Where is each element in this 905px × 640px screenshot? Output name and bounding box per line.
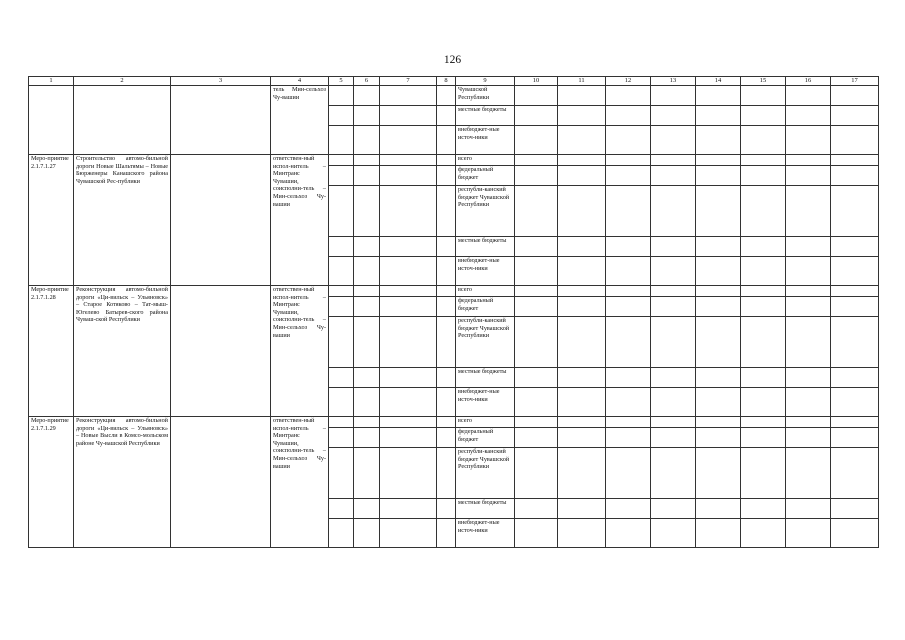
cont-2-col-7	[380, 126, 437, 155]
ev1-3-col-10	[515, 368, 558, 388]
ev0-1-col-10	[515, 166, 558, 186]
ev1-2-col-15	[741, 317, 786, 368]
ev0-0-col-15	[741, 155, 786, 166]
ev0-0-col-14	[696, 155, 741, 166]
ev2-2-col-15	[741, 448, 786, 499]
ev2-0-col-7	[380, 417, 437, 428]
funding-source-cell: внебюджет-ные источ-ники	[456, 257, 515, 286]
ev2-4-col-6	[354, 519, 380, 548]
ev2-3-col-17	[831, 499, 879, 519]
funding-source-cell: республи-канский бюджет Чувашской Республики	[456, 186, 515, 237]
ev1-4-col-5	[329, 388, 354, 417]
ev0-3-col-7	[380, 237, 437, 257]
event-name-cell	[74, 86, 171, 155]
column-number-9: 9	[456, 77, 515, 86]
cont-2-col-17	[831, 126, 879, 155]
ev1-2-col-5	[329, 317, 354, 368]
ev0-1-col-7	[380, 166, 437, 186]
ev0-4-col-12	[606, 257, 651, 286]
ev2-2-col-12	[606, 448, 651, 499]
ev2-0-col-11	[558, 417, 606, 428]
funding-source-cell: внебюджет-ные источ-ники	[456, 126, 515, 155]
ev0-3-col-6	[354, 237, 380, 257]
ev0-3-col-16	[786, 237, 831, 257]
cont-1-col-11	[558, 106, 606, 126]
funding-source-cell: внебюджет-ные источ-ники	[456, 519, 515, 548]
ev1-3-col-16	[786, 368, 831, 388]
ev1-1-col-16	[786, 297, 831, 317]
ev2-0-col-12	[606, 417, 651, 428]
cont-1-col-12	[606, 106, 651, 126]
cont-1-col-17	[831, 106, 879, 126]
ev2-0-col-5	[329, 417, 354, 428]
column-number-13: 13	[651, 77, 696, 86]
funding-source-cell: федеральный бюджет	[456, 428, 515, 448]
ev2-1-col-16	[786, 428, 831, 448]
cont-2-col-10	[515, 126, 558, 155]
ev2-3-col-8	[437, 499, 456, 519]
ev1-0-col-11	[558, 286, 606, 297]
ev0-2-col-13	[651, 186, 696, 237]
cont-2-col-14	[696, 126, 741, 155]
cont-0-col-14	[696, 86, 741, 106]
ev1-3-col-8	[437, 368, 456, 388]
ev2-1-col-15	[741, 428, 786, 448]
ev2-4-col-10	[515, 519, 558, 548]
ev0-2-col-12	[606, 186, 651, 237]
event-name-cell: Реконструкция автомо-бильной дороги «Ци-вильск – Ульяновск» – Старое Котяково – Тат-мыш-Югелево Батырев-ского района Чуваш-ской Республики	[74, 286, 171, 417]
event-executor-cell: ответствен-ный испол-нитель – Минтранс Чувашии, соисполни-тель – Мин-сельхоз Чу-вашии	[271, 155, 329, 286]
column-number-10: 10	[515, 77, 558, 86]
ev0-1-col-11	[558, 166, 606, 186]
ev2-2-col-5	[329, 448, 354, 499]
ev2-0-col-6	[354, 417, 380, 428]
table-body	[29, 77, 879, 548]
ev1-2-col-6	[354, 317, 380, 368]
ev0-0-col-13	[651, 155, 696, 166]
cont-1-col-6	[354, 106, 380, 126]
ev1-3-col-13	[651, 368, 696, 388]
ev2-1-col-7	[380, 428, 437, 448]
ev2-4-col-8	[437, 519, 456, 548]
ev0-0-col-16	[786, 155, 831, 166]
ev1-1-col-12	[606, 297, 651, 317]
ev2-3-col-6	[354, 499, 380, 519]
ev1-2-col-14	[696, 317, 741, 368]
ev2-2-col-16	[786, 448, 831, 499]
funding-source-cell: местные бюджеты	[456, 499, 515, 519]
event-col-3	[171, 417, 271, 548]
event-executor-cell: ответствен-ный испол-нитель – Минтранс Чувашии, соисполни-тель – Мин-сельхоз Чу-вашии	[271, 286, 329, 417]
ev0-4-col-8	[437, 257, 456, 286]
table-row	[29, 417, 879, 428]
ev0-2-col-8	[437, 186, 456, 237]
event-col-3	[171, 86, 271, 155]
ev2-3-col-13	[651, 499, 696, 519]
ev1-1-col-6	[354, 297, 380, 317]
ev1-0-col-12	[606, 286, 651, 297]
column-number-14: 14	[696, 77, 741, 86]
column-number-2: 2	[74, 77, 171, 86]
ev2-1-col-14	[696, 428, 741, 448]
funding-source-cell: республи-канский бюджет Чувашской Республики	[456, 448, 515, 499]
ev2-0-col-10	[515, 417, 558, 428]
ev0-2-col-10	[515, 186, 558, 237]
ev0-0-col-7	[380, 155, 437, 166]
ev0-3-col-10	[515, 237, 558, 257]
ev1-2-col-11	[558, 317, 606, 368]
ev0-3-col-14	[696, 237, 741, 257]
funding-source-cell: республи-канский бюджет Чувашской Республики	[456, 317, 515, 368]
cont-2-col-12	[606, 126, 651, 155]
ev2-2-col-11	[558, 448, 606, 499]
ev1-1-col-13	[651, 297, 696, 317]
ev0-1-col-5	[329, 166, 354, 186]
ev0-3-col-8	[437, 237, 456, 257]
column-number-11: 11	[558, 77, 606, 86]
cont-1-col-5	[329, 106, 354, 126]
ev1-3-col-5	[329, 368, 354, 388]
ev0-0-col-17	[831, 155, 879, 166]
ev2-0-col-13	[651, 417, 696, 428]
ev2-4-col-15	[741, 519, 786, 548]
ev1-0-col-13	[651, 286, 696, 297]
ev2-1-col-8	[437, 428, 456, 448]
ev2-4-col-12	[606, 519, 651, 548]
ev2-3-col-12	[606, 499, 651, 519]
ev0-4-col-16	[786, 257, 831, 286]
ev0-1-col-17	[831, 166, 879, 186]
event-id-cell	[29, 86, 74, 155]
ev2-3-col-15	[741, 499, 786, 519]
event-name-cell: Реконструкция автомо-бильной дороги «Ци-вильск – Ульяновск» – Новые Высли в Комсо-мольском районе Чу-вашской Республики	[74, 417, 171, 548]
ev1-4-col-15	[741, 388, 786, 417]
funding-source-cell: всего	[456, 417, 515, 428]
ev2-2-col-10	[515, 448, 558, 499]
funding-source-cell: всего	[456, 155, 515, 166]
cont-2-col-6	[354, 126, 380, 155]
ev0-3-col-12	[606, 237, 651, 257]
ev1-1-col-15	[741, 297, 786, 317]
ev2-3-col-5	[329, 499, 354, 519]
ev0-1-col-16	[786, 166, 831, 186]
ev2-3-col-7	[380, 499, 437, 519]
cont-0-col-11	[558, 86, 606, 106]
ev2-4-col-5	[329, 519, 354, 548]
ev0-4-col-10	[515, 257, 558, 286]
column-number-row	[29, 77, 879, 86]
table-row	[29, 155, 879, 166]
cont-2-col-8	[437, 126, 456, 155]
ev2-3-col-11	[558, 499, 606, 519]
ev0-0-col-8	[437, 155, 456, 166]
ev2-4-col-14	[696, 519, 741, 548]
cont-1-col-10	[515, 106, 558, 126]
column-number-1: 1	[29, 77, 74, 86]
ev0-4-col-5	[329, 257, 354, 286]
event-col-3	[171, 286, 271, 417]
ev0-4-col-7	[380, 257, 437, 286]
cont-1-col-16	[786, 106, 831, 126]
table-row	[29, 86, 879, 106]
column-number-7: 7	[380, 77, 437, 86]
ev1-3-col-14	[696, 368, 741, 388]
ev1-0-col-10	[515, 286, 558, 297]
ev0-4-col-15	[741, 257, 786, 286]
column-number-15: 15	[741, 77, 786, 86]
ev1-3-col-12	[606, 368, 651, 388]
ev0-4-col-14	[696, 257, 741, 286]
page-number: 126	[443, 54, 462, 66]
event-id-cell: Меро-приятие 2.1.7.1.29	[29, 417, 74, 548]
ev1-4-col-10	[515, 388, 558, 417]
cont-0-col-10	[515, 86, 558, 106]
ev0-2-col-7	[380, 186, 437, 237]
ev2-0-col-14	[696, 417, 741, 428]
ev0-2-col-14	[696, 186, 741, 237]
ev0-2-col-11	[558, 186, 606, 237]
cont-1-col-15	[741, 106, 786, 126]
ev0-1-col-6	[354, 166, 380, 186]
cont-1-col-7	[380, 106, 437, 126]
funding-table	[28, 76, 879, 548]
ev1-1-col-7	[380, 297, 437, 317]
cont-2-col-15	[741, 126, 786, 155]
ev0-3-col-13	[651, 237, 696, 257]
ev0-0-col-12	[606, 155, 651, 166]
ev0-1-col-12	[606, 166, 651, 186]
ev1-0-col-7	[380, 286, 437, 297]
column-number-4: 4	[271, 77, 329, 86]
ev1-2-col-7	[380, 317, 437, 368]
ev1-0-col-5	[329, 286, 354, 297]
ev1-4-col-7	[380, 388, 437, 417]
ev0-0-col-6	[354, 155, 380, 166]
event-name-cell: Строительство автомо-бильной дороги Новые Шальтямы – Новые Бюрженеры Канашского района Чувашской Рес-публики	[74, 155, 171, 286]
ev2-1-col-11	[558, 428, 606, 448]
ev2-3-col-10	[515, 499, 558, 519]
ev1-4-col-8	[437, 388, 456, 417]
ev2-1-col-13	[651, 428, 696, 448]
cont-2-col-13	[651, 126, 696, 155]
column-number-6: 6	[354, 77, 380, 86]
ev1-2-col-16	[786, 317, 831, 368]
ev2-1-col-12	[606, 428, 651, 448]
event-executor-cell: тель Мин-сельхоз Чу-вашии	[271, 86, 329, 155]
ev0-4-col-6	[354, 257, 380, 286]
ev1-4-col-16	[786, 388, 831, 417]
ev0-3-col-15	[741, 237, 786, 257]
cont-0-col-15	[741, 86, 786, 106]
ev0-2-col-16	[786, 186, 831, 237]
cont-2-col-5	[329, 126, 354, 155]
funding-source-cell: Чувашской Республики	[456, 86, 515, 106]
cont-0-col-17	[831, 86, 879, 106]
table-row	[29, 286, 879, 297]
cont-0-col-16	[786, 86, 831, 106]
ev2-2-col-17	[831, 448, 879, 499]
ev1-2-col-17	[831, 317, 879, 368]
ev1-1-col-10	[515, 297, 558, 317]
ev2-2-col-6	[354, 448, 380, 499]
ev2-4-col-11	[558, 519, 606, 548]
funding-source-cell: внебюджет-ные источ-ники	[456, 388, 515, 417]
funding-source-cell: местные бюджеты	[456, 106, 515, 126]
ev0-0-col-11	[558, 155, 606, 166]
ev2-1-col-5	[329, 428, 354, 448]
ev2-0-col-15	[741, 417, 786, 428]
column-number-3: 3	[171, 77, 271, 86]
ev0-3-col-5	[329, 237, 354, 257]
event-col-3	[171, 155, 271, 286]
cont-1-col-13	[651, 106, 696, 126]
ev1-0-col-14	[696, 286, 741, 297]
ev1-0-col-17	[831, 286, 879, 297]
ev2-2-col-13	[651, 448, 696, 499]
ev2-0-col-8	[437, 417, 456, 428]
ev2-0-col-17	[831, 417, 879, 428]
column-number-17: 17	[831, 77, 879, 86]
ev1-2-col-12	[606, 317, 651, 368]
ev2-3-col-14	[696, 499, 741, 519]
funding-source-cell: местные бюджеты	[456, 368, 515, 388]
event-id-cell: Меро-приятие 2.1.7.1.27	[29, 155, 74, 286]
ev1-0-col-15	[741, 286, 786, 297]
ev1-3-col-15	[741, 368, 786, 388]
ev2-4-col-16	[786, 519, 831, 548]
ev0-2-col-15	[741, 186, 786, 237]
ev0-4-col-11	[558, 257, 606, 286]
ev1-3-col-17	[831, 368, 879, 388]
ev1-0-col-6	[354, 286, 380, 297]
ev0-2-col-17	[831, 186, 879, 237]
funding-source-cell: местные бюджеты	[456, 237, 515, 257]
column-number-8: 8	[437, 77, 456, 86]
ev1-2-col-10	[515, 317, 558, 368]
ev0-1-col-15	[741, 166, 786, 186]
cont-2-col-11	[558, 126, 606, 155]
cont-0-col-12	[606, 86, 651, 106]
ev2-1-col-17	[831, 428, 879, 448]
ev2-2-col-8	[437, 448, 456, 499]
column-number-16: 16	[786, 77, 831, 86]
ev1-1-col-11	[558, 297, 606, 317]
ev2-1-col-6	[354, 428, 380, 448]
ev1-0-col-8	[437, 286, 456, 297]
ev0-3-col-11	[558, 237, 606, 257]
event-executor-cell: ответствен-ный испол-нитель – Минтранс Чувашии, соисполни-тель – Мин-сельхоз Чу-вашии	[271, 417, 329, 548]
ev1-4-col-14	[696, 388, 741, 417]
ev1-2-col-13	[651, 317, 696, 368]
ev1-1-col-8	[437, 297, 456, 317]
ev2-1-col-10	[515, 428, 558, 448]
ev1-3-col-11	[558, 368, 606, 388]
ev2-0-col-16	[786, 417, 831, 428]
column-number-12: 12	[606, 77, 651, 86]
cont-1-col-8	[437, 106, 456, 126]
ev0-4-col-17	[831, 257, 879, 286]
ev2-4-col-7	[380, 519, 437, 548]
ev1-3-col-7	[380, 368, 437, 388]
ev0-3-col-17	[831, 237, 879, 257]
ev0-2-col-5	[329, 186, 354, 237]
ev0-2-col-6	[354, 186, 380, 237]
ev1-4-col-6	[354, 388, 380, 417]
ev2-4-col-13	[651, 519, 696, 548]
ev1-2-col-8	[437, 317, 456, 368]
ev0-0-col-10	[515, 155, 558, 166]
funding-source-cell: федеральный бюджет	[456, 297, 515, 317]
ev1-1-col-5	[329, 297, 354, 317]
cont-0-col-7	[380, 86, 437, 106]
cont-0-col-6	[354, 86, 380, 106]
ev2-2-col-14	[696, 448, 741, 499]
ev0-4-col-13	[651, 257, 696, 286]
ev0-1-col-8	[437, 166, 456, 186]
cont-0-col-5	[329, 86, 354, 106]
ev1-1-col-14	[696, 297, 741, 317]
ev2-3-col-16	[786, 499, 831, 519]
column-number-5: 5	[329, 77, 354, 86]
ev2-2-col-7	[380, 448, 437, 499]
ev0-0-col-5	[329, 155, 354, 166]
funding-source-cell: федеральный бюджет	[456, 166, 515, 186]
ev1-1-col-17	[831, 297, 879, 317]
ev1-4-col-13	[651, 388, 696, 417]
event-id-cell: Меро-приятие 2.1.7.1.28	[29, 286, 74, 417]
ev1-3-col-6	[354, 368, 380, 388]
cont-0-col-8	[437, 86, 456, 106]
ev2-4-col-17	[831, 519, 879, 548]
cont-1-col-14	[696, 106, 741, 126]
ev0-1-col-13	[651, 166, 696, 186]
cont-2-col-16	[786, 126, 831, 155]
ev1-4-col-11	[558, 388, 606, 417]
cont-0-col-13	[651, 86, 696, 106]
funding-source-cell: всего	[456, 286, 515, 297]
ev1-4-col-17	[831, 388, 879, 417]
ev1-0-col-16	[786, 286, 831, 297]
ev1-4-col-12	[606, 388, 651, 417]
ev0-1-col-14	[696, 166, 741, 186]
